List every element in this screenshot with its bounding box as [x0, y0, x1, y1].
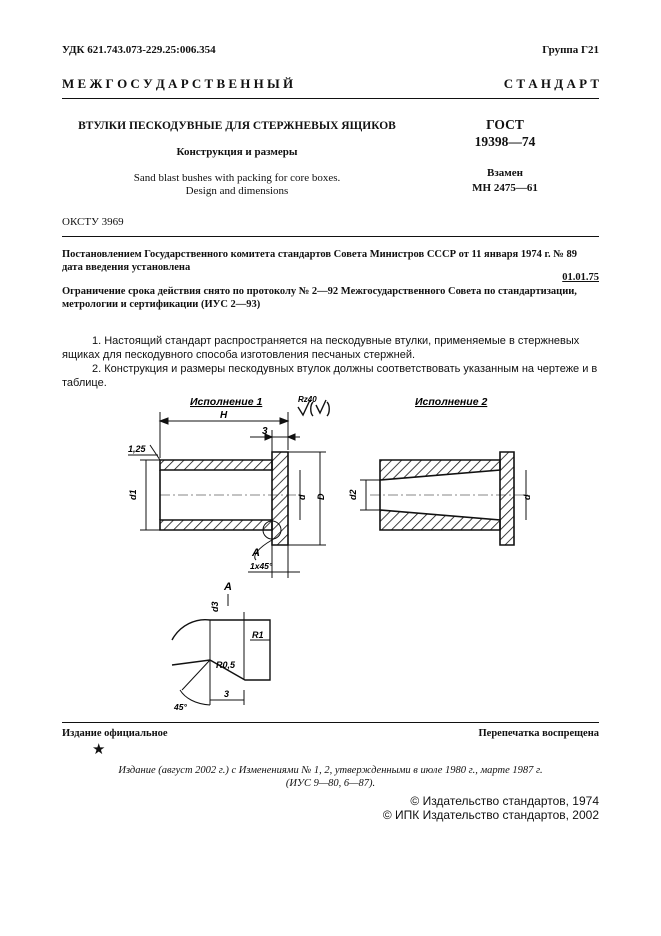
detail-A-label: A: [224, 581, 232, 593]
gost-number: 19398—74: [474, 134, 536, 149]
banner-word-standard: С Т А Н Д А Р Т: [503, 76, 599, 91]
dim-3-top-label: 3: [262, 426, 268, 437]
gost-label: ГОСТ: [486, 117, 524, 132]
document-subtitle: Конструкция и размеры: [176, 146, 298, 158]
detail-A-view: [172, 612, 270, 705]
english-title-line2: Design and dimensions: [185, 185, 289, 197]
limitation-text: Ограничение срока действия снято по протоколу № 2—92 Межгосударственного Совета по стандартизации, метрологии и сертификации (ИУС 2—93): [62, 286, 577, 310]
paragraph-2: 2. Конструкция и размеры пескодувных втулок должны соответствовать указанным на чертеже и в таблице.: [62, 363, 598, 389]
replaces-label: Взамен: [487, 167, 523, 179]
angle-45-label: 45°: [174, 702, 187, 712]
edition-note: [62, 764, 599, 790]
variant1-label: Исполнение 1: [190, 396, 263, 408]
paragraph-1: 1. Настоящий стандарт распространяется на пескодувные втулки, применяемые в стержневых ящиках для пескодувного способа изготовления песчаных стержней.: [62, 335, 580, 361]
radius-R05-label: R0,5: [216, 660, 236, 670]
okstu-code: ОКСТУ 3969: [62, 216, 124, 228]
dim-3-detail-label: 3: [224, 689, 230, 699]
footer-rule: [62, 722, 599, 723]
copyright-2002: © ИПК Издательство стандартов, 2002: [382, 808, 599, 822]
variant2-label: Исполнение 2: [415, 396, 488, 408]
group-code: Группа Г21: [542, 44, 599, 56]
dim-d-label: d: [297, 494, 307, 500]
star-icon: ★: [92, 742, 106, 758]
english-title-line1: Sand blast bushes with packing for core boxes.: [133, 172, 341, 184]
dim-d2-label: d2: [348, 489, 358, 500]
chamfer-label: 1x45°: [250, 561, 273, 571]
roughness-label: Rz40: [298, 395, 317, 404]
dim-d3-label: d3: [210, 601, 220, 612]
official-edition: Издание официальное: [62, 728, 168, 739]
copyright-1974: © Издательство стандартов, 1974: [410, 794, 599, 808]
dim-125-label: 1,25: [128, 444, 146, 454]
radius-R1-label: R1: [252, 630, 264, 640]
bush-variant1: [160, 452, 300, 545]
view-A-label: A: [252, 547, 260, 559]
dim-d-v2-label: d: [522, 494, 532, 500]
dim-D-label: D: [316, 493, 326, 500]
edition-line2: (ИУС 9—80, 6—87).: [285, 778, 376, 789]
dim-H-label: H: [220, 410, 228, 421]
copyright-block: [383, 794, 599, 822]
replaces-value: МН 2475—61: [472, 182, 538, 194]
roughness-symbol: [298, 395, 329, 416]
intro-date: 01.01.75: [562, 272, 599, 283]
dim-d1-label: d1: [128, 489, 138, 500]
banner-word-interstate: М Е Ж Г О С У Д А Р С Т В Е Н Н Ы Й: [62, 76, 294, 91]
reprint-prohibited: Перепечатка воспрещена: [478, 728, 599, 739]
decree-text: Постановлением Государственного комитета стандартов Совета Министров СССР от 11 января 1974 г. № 89 дата введения установлена: [62, 249, 577, 273]
bush-variant2: [370, 452, 528, 545]
udk-code: УДК 621.743.073-229.25:006.354: [62, 44, 216, 56]
edition-line1: Издание (август 2002 г.) с Изменениями № 1, 2, утвержденными в июле 1980 г., марте 1987 г.: [118, 765, 543, 776]
document-title: ВТУЛКИ ПЕСКОДУВНЫЕ ДЛЯ СТЕРЖНЕВЫХ ЯЩИКОВ: [78, 120, 396, 132]
